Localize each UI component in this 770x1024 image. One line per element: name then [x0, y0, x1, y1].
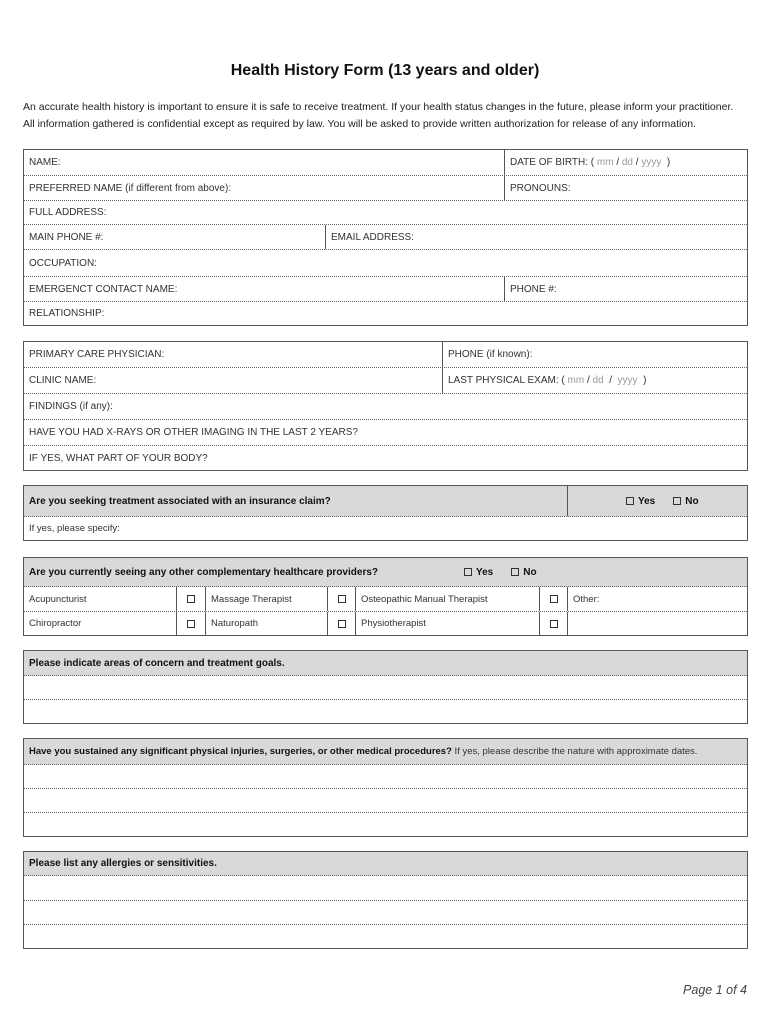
main-phone-label: MAIN PHONE #: — [29, 231, 104, 243]
insurance-yes-checkbox[interactable] — [626, 496, 655, 507]
concerns-line[interactable] — [24, 700, 747, 723]
allergies-heading — [24, 852, 747, 875]
email-field[interactable] — [325, 225, 747, 249]
body-part-label: IF YES, WHAT PART OF YOUR BODY? — [29, 452, 208, 464]
insurance-section — [23, 485, 748, 541]
insurance-no-checkbox[interactable] — [673, 496, 698, 507]
injuries-line[interactable] — [24, 813, 747, 836]
last-exam-field[interactable] — [442, 368, 747, 393]
injuries-line[interactable] — [24, 789, 747, 813]
name-field[interactable] — [24, 150, 504, 175]
pronouns-label: PRONOUNS: — [510, 182, 571, 194]
main-phone-field[interactable] — [24, 225, 325, 249]
name-label: NAME: — [29, 157, 61, 168]
providers-question-text: Are you currently seeing any other complementary healthcare providers? — [29, 566, 379, 578]
exam-dd: dd — [592, 375, 604, 386]
allergies-section — [23, 851, 748, 949]
provider-physiotherapist — [355, 612, 539, 635]
insurance-question-row — [24, 486, 747, 517]
yes-label: Yes — [476, 566, 494, 578]
allergies-line[interactable] — [24, 925, 747, 948]
provider-label: Naturopath — [211, 618, 259, 629]
provider-label: Massage Therapist — [211, 593, 292, 605]
relationship-field[interactable] — [24, 302, 747, 325]
concerns-heading-row — [24, 651, 747, 676]
yes-label: Yes — [638, 495, 656, 507]
other-checkbox[interactable] — [539, 612, 567, 635]
pcp-phone-field[interactable] — [442, 342, 747, 367]
insurance-question-text: Are you seeking treatment associated with an insurance claim? — [29, 495, 331, 507]
intro-paragraph: An accurate health history is important to ensure it is safe to receive treatment. If your health status changes in the future, please inform your practitioner. All information gathered is confidential except as required by law. You will be asked to provide written authorization for release of any information. — [23, 101, 734, 130]
pcp-label: PRIMARY CARE PHYSICIAN: — [29, 349, 165, 360]
dob-yyyy: yyyy — [641, 157, 662, 168]
provider-label: Chiropractor — [29, 618, 82, 629]
providers-no-checkbox[interactable] — [511, 567, 536, 578]
provider-acupuncturist — [24, 587, 176, 611]
checkbox-icon — [511, 568, 519, 576]
injuries-heading-text: Have you sustained any significant physical injuries, surgeries, or other medical procedures? — [29, 746, 452, 757]
provider-label: Acupuncturist — [29, 593, 87, 605]
clinic-field[interactable] — [24, 368, 442, 393]
providers-yes-no — [454, 558, 747, 586]
pcp-field[interactable] — [24, 342, 442, 367]
dob-dd: dd — [621, 157, 633, 168]
checkbox-icon — [338, 595, 346, 603]
personal-info-section — [23, 149, 748, 326]
exam-slash: / — [609, 375, 612, 386]
checkbox-icon — [187, 595, 195, 603]
no-label: No — [523, 566, 537, 578]
occupation-row — [24, 250, 747, 277]
phone-email-row — [24, 225, 747, 250]
dob-field[interactable] — [504, 150, 747, 175]
exam-close: ) — [643, 375, 647, 386]
checkbox-icon — [626, 497, 634, 505]
provider-label: Osteopathic Manual Therapist — [361, 593, 488, 605]
dob-slash: / — [635, 157, 639, 168]
exam-mm: mm — [567, 375, 585, 386]
relationship-label: RELATIONSHIP: — [29, 308, 105, 319]
chiropractor-checkbox[interactable] — [176, 612, 205, 635]
body-part-row — [24, 446, 747, 470]
allergies-heading-row — [24, 852, 747, 876]
checkbox-icon — [464, 568, 472, 576]
providers-yes-checkbox[interactable] — [464, 567, 493, 578]
pcp-row — [24, 342, 747, 368]
provider-chiropractor — [24, 612, 176, 635]
name-row — [24, 150, 747, 176]
emergency-contact-field[interactable] — [24, 277, 504, 301]
checkbox-icon — [550, 620, 558, 628]
allergies-line[interactable] — [24, 901, 747, 925]
providers-question-row — [24, 558, 747, 587]
xrays-row — [24, 420, 747, 446]
injuries-hint: If yes, please describe the nature with approximate dates. — [454, 746, 698, 757]
checkbox-icon — [673, 497, 681, 505]
clinic-label: CLINIC NAME: — [29, 375, 97, 386]
allergies-line[interactable] — [24, 876, 747, 901]
osteopathic-checkbox[interactable] — [539, 587, 567, 611]
findings-row — [24, 394, 747, 420]
exam-slash: / — [586, 375, 590, 386]
address-field[interactable] — [24, 201, 747, 224]
dob-mm: mm — [596, 157, 614, 168]
provider-other-label: Other: — [573, 593, 600, 605]
providers-row-2 — [24, 612, 747, 635]
dob-slash: / — [616, 157, 620, 168]
insurance-specify-label: If yes, please specify: — [29, 523, 120, 534]
emergency-phone-label: PHONE #: — [510, 283, 557, 295]
providers-question — [24, 558, 454, 586]
address-row — [24, 201, 747, 225]
concerns-section — [23, 650, 748, 724]
emergency-row — [24, 277, 747, 302]
occupation-label: OCCUPATION: — [29, 257, 97, 269]
clinic-row — [24, 368, 747, 394]
checkbox-icon — [550, 595, 558, 603]
insurance-question — [24, 486, 567, 516]
xrays-field[interactable] — [24, 420, 747, 445]
provider-other-field[interactable] — [567, 587, 747, 611]
exam-yyyy: yyyy — [617, 375, 638, 386]
provider-naturopath — [205, 612, 327, 635]
email-label: EMAIL ADDRESS: — [331, 231, 414, 243]
provider-massage — [205, 587, 327, 611]
address-label: FULL ADDRESS: — [29, 207, 107, 218]
last-exam-label: LAST PHYSICAL EXAM: ( — [448, 375, 565, 386]
physician-section — [23, 341, 748, 471]
preferred-row — [24, 176, 747, 201]
insurance-specify-row — [24, 517, 747, 540]
findings-field[interactable] — [24, 394, 747, 419]
provider-osteopathic — [355, 587, 539, 611]
massage-checkbox[interactable] — [327, 587, 355, 611]
page-number: Page 1 of 4 — [683, 983, 747, 997]
provider-label: Physiotherapist — [361, 618, 426, 629]
preferred-name-label: PREFERRED NAME (if different from above): — [29, 182, 232, 194]
acupuncturist-checkbox[interactable] — [176, 587, 205, 611]
relationship-row — [24, 302, 747, 325]
injuries-heading-row — [24, 739, 747, 765]
providers-row-1 — [24, 587, 747, 612]
emergency-phone-field[interactable] — [504, 277, 747, 301]
naturopath-checkbox[interactable] — [327, 612, 355, 635]
injuries-heading — [24, 739, 747, 764]
emergency-contact-label: EMERGENCT CONTACT NAME: — [29, 283, 178, 295]
concerns-heading-text: Please indicate areas of concern and treatment goals. — [29, 657, 285, 669]
preferred-name-field[interactable] — [24, 176, 504, 200]
provider-other-blank[interactable] — [567, 612, 747, 635]
insurance-yes-no — [567, 486, 747, 516]
checkbox-icon — [187, 620, 195, 628]
concerns-heading — [24, 651, 747, 675]
dob-close: ) — [666, 157, 671, 168]
pronouns-field[interactable] — [504, 176, 747, 200]
occupation-field[interactable] — [24, 250, 747, 276]
injuries-line[interactable] — [24, 765, 747, 789]
concerns-line[interactable] — [24, 676, 747, 700]
findings-label: FINDINGS (if any): — [29, 401, 113, 412]
dob-label: DATE OF BIRTH: ( — [510, 157, 595, 168]
xrays-label: HAVE YOU HAD X-RAYS OR OTHER IMAGING IN THE LAST 2 YEARS? — [29, 427, 358, 438]
body-part-field[interactable] — [24, 446, 747, 470]
injuries-section — [23, 738, 748, 837]
providers-section — [23, 557, 748, 636]
no-label: No — [685, 495, 699, 507]
allergies-heading-text: Please list any allergies or sensitivities. — [29, 858, 217, 869]
form-title: Health History Form (13 years and older) — [230, 62, 540, 79]
pcp-phone-label: PHONE (if known): — [448, 349, 533, 360]
insurance-specify-field[interactable] — [24, 517, 747, 540]
checkbox-icon — [338, 620, 346, 628]
